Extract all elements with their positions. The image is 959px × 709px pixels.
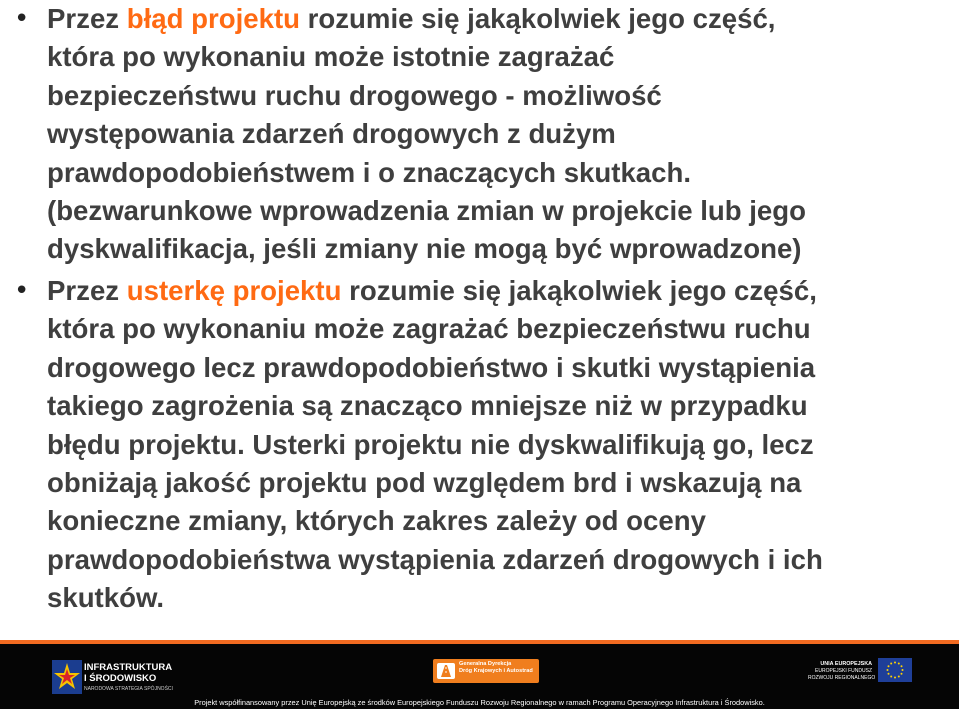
text-line	[47, 349, 952, 387]
text-segment: drogowego lecz prawdopodobieństwo i skutki wystąpienia	[47, 351, 816, 383]
text-segment: (bezwarunkowe wprowadzenia zmian w projekcie lub jego	[47, 195, 806, 227]
text-segment: Przez	[47, 3, 127, 34]
text-line	[47, 77, 952, 115]
text-segment: dyskwalifikacja, jeśli zmiany nie mogą być wprowadzone)	[47, 233, 802, 265]
text-segment: Przez	[47, 275, 127, 306]
infrastruktura-logo-tagline: NARODOWA STRATEGIA SPÓJNOŚCI	[84, 686, 173, 692]
text-segment: skutków.	[47, 582, 165, 614]
eu-logo	[808, 658, 912, 692]
infrastruktura-logo-line1: INFRASTRUKTURA	[84, 662, 173, 673]
text-line	[47, 154, 952, 192]
text-segment: prawdopodobieństwa wystąpienia zdarzeń drogowych i ich	[47, 543, 823, 575]
bullet-marker: •	[14, 276, 30, 306]
star-icon	[52, 660, 82, 694]
text-line	[47, 272, 952, 310]
text-line	[47, 387, 952, 425]
footer-bar	[0, 644, 959, 709]
text-segment: występowania zdarzeń drogowych z dużym	[47, 118, 616, 150]
text-line	[47, 464, 952, 502]
text-line	[47, 502, 952, 540]
text-segment: konieczne zmiany, których zakres zależy od oceny	[47, 505, 706, 537]
text-line	[47, 115, 952, 153]
text-line	[47, 426, 952, 464]
text-segment: rozumie się jakąkolwiek jego część,	[300, 3, 776, 34]
text-segment: błędu projektu. Usterki projektu nie dyskwalifikują go, lecz	[47, 428, 814, 460]
bullet-marker: •	[14, 4, 30, 34]
text-line	[47, 192, 952, 230]
text-segment: bezpieczeństwu ruchu drogowego - możliwość	[47, 79, 662, 111]
highlighted-term: błąd projektu	[126, 3, 300, 34]
eu-logo-line2: EUROPEJSKI FUNDUSZ	[815, 668, 872, 674]
text-segment: takiego zagrożenia są znacząco mniejsze niż w przypadku	[47, 390, 808, 422]
footer-caption: Projekt współfinansowany przez Unię Europejską ze środków Europejskiego Funduszu Rozwoju Regionalnego w ramach Programu Operacyjnego Infrastruktura i Środowisko.	[194, 698, 765, 707]
text-segment: obniżają jakość projektu pod względem brd i wskazują na	[47, 467, 802, 499]
bullet-text	[47, 272, 952, 618]
text-segment: która po wykonaniu może istotnie zagrażać	[47, 41, 615, 73]
infrastruktura-logo-line2: I ŚRODOWISKO	[84, 673, 157, 684]
text-line	[47, 541, 952, 579]
text-line	[47, 579, 952, 617]
eu-logo-line1: UNIA EUROPEJSKA	[820, 661, 872, 667]
infrastruktura-logo	[52, 658, 192, 698]
gddkia-logo-line1: Generalna Dyrekcja	[459, 661, 512, 667]
eu-flag-icon	[878, 658, 912, 682]
gddkia-logo	[433, 659, 539, 683]
bullet-text	[47, 0, 952, 269]
eu-logo-line3: ROZWOJU REGIONALNEGO	[808, 675, 876, 681]
highlighted-term: usterkę projektu	[126, 275, 342, 306]
text-line	[47, 38, 952, 76]
text-line	[47, 0, 952, 38]
text-segment: rozumie się jakąkolwiek jego część,	[341, 275, 817, 306]
text-segment: prawdopodobieństwem i o znaczących skutkach.	[47, 156, 692, 188]
text-line	[47, 230, 952, 268]
road-icon	[437, 663, 455, 679]
gddkia-logo-line2: Dróg Krajowych i Autostrad	[459, 668, 533, 674]
text-segment: która po wykonaniu może zagrażać bezpieczeństwu ruchu	[47, 313, 811, 345]
text-line	[47, 310, 952, 348]
